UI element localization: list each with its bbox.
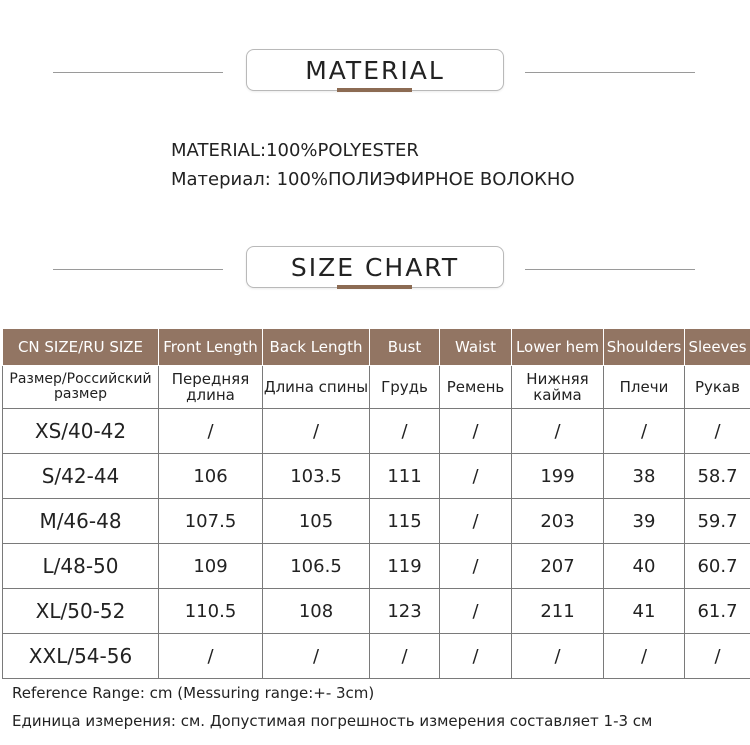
table-cell: / <box>512 634 604 679</box>
size-cell: XL/50-52 <box>3 589 159 634</box>
reference-note-en: Reference Range: cm (Messuring range:+- 3cm) <box>12 684 375 702</box>
header-ru-back-length: Длина спины <box>263 366 370 409</box>
table-row <box>3 499 750 544</box>
table-cell: 41 <box>604 589 685 634</box>
size-chart-table <box>2 328 750 679</box>
header-ru-sleeves: Рукав <box>685 366 750 409</box>
table-cell: 103.5 <box>263 454 370 499</box>
table-cell: 59.7 <box>685 499 750 544</box>
table-cell: 58.7 <box>685 454 750 499</box>
table-cell: / <box>159 409 263 454</box>
table-row <box>3 544 750 589</box>
table-cell: / <box>263 409 370 454</box>
material-line-ru: Материал: 100%ПОЛИЭФИРНОЕ ВОЛОКНО <box>171 169 575 190</box>
table-cell: 111 <box>370 454 440 499</box>
table-row <box>3 409 750 454</box>
table-cell: / <box>512 409 604 454</box>
header-ru-waist: Ремень <box>440 366 512 409</box>
table-cell: 119 <box>370 544 440 589</box>
table-cell: / <box>440 634 512 679</box>
table-row <box>3 454 750 499</box>
table-cell: 211 <box>512 589 604 634</box>
header-ru-size: Размер/Российский размер <box>3 366 159 409</box>
table-cell: / <box>263 634 370 679</box>
table-cell: / <box>440 499 512 544</box>
size-cell: M/46-48 <box>3 499 159 544</box>
size-chart-section-header <box>0 246 750 306</box>
reference-note-ru: Единица измерения: см. Допустимая погрешность измерения составляет 1-3 см <box>12 712 653 730</box>
header-front-length: Front Length <box>159 329 263 366</box>
header-ru-lower-hem: Нижняя кайма <box>512 366 604 409</box>
table-cell: / <box>685 409 750 454</box>
table-cell: 115 <box>370 499 440 544</box>
table-cell: / <box>440 454 512 499</box>
header-waist: Waist <box>440 329 512 366</box>
table-cell: / <box>440 589 512 634</box>
size-cell: S/42-44 <box>3 454 159 499</box>
header-row-ru <box>3 366 750 409</box>
table-cell: 60.7 <box>685 544 750 589</box>
divider-left <box>53 269 223 270</box>
table-cell: / <box>685 634 750 679</box>
table-cell: 61.7 <box>685 589 750 634</box>
table-cell: / <box>440 544 512 589</box>
table-cell: / <box>159 634 263 679</box>
size-cell: XXL/54-56 <box>3 634 159 679</box>
header-size: CN SIZE/RU SIZE <box>3 329 159 366</box>
title-underline <box>337 285 412 289</box>
header-sleeves: Sleeves <box>685 329 750 366</box>
table-cell: / <box>440 409 512 454</box>
table-cell: 106 <box>159 454 263 499</box>
table-row <box>3 634 750 679</box>
header-row-en <box>3 329 750 366</box>
title-underline <box>337 88 412 92</box>
table-cell: 123 <box>370 589 440 634</box>
divider-left <box>53 72 223 73</box>
table-cell: 40 <box>604 544 685 589</box>
table-cell: 38 <box>604 454 685 499</box>
size-chart-title: SIZE CHART <box>246 246 504 288</box>
divider-right <box>525 72 695 73</box>
table-cell: 203 <box>512 499 604 544</box>
table-cell: 199 <box>512 454 604 499</box>
table-cell: 107.5 <box>159 499 263 544</box>
table-cell: / <box>370 634 440 679</box>
header-ru-shoulders: Плечи <box>604 366 685 409</box>
divider-right <box>525 269 695 270</box>
material-section-header <box>0 49 750 109</box>
table-cell: 109 <box>159 544 263 589</box>
table-cell: 110.5 <box>159 589 263 634</box>
header-ru-front-length: Передняя длина <box>159 366 263 409</box>
table-row <box>3 589 750 634</box>
header-lower-hem: Lower hem <box>512 329 604 366</box>
table-cell: / <box>604 409 685 454</box>
table-cell: / <box>370 409 440 454</box>
material-title: MATERIAL <box>246 49 504 91</box>
header-shoulders: Shoulders <box>604 329 685 366</box>
table-cell: / <box>604 634 685 679</box>
table-cell: 39 <box>604 499 685 544</box>
table-cell: 105 <box>263 499 370 544</box>
table-cell: 207 <box>512 544 604 589</box>
header-ru-bust: Грудь <box>370 366 440 409</box>
header-bust: Bust <box>370 329 440 366</box>
size-cell: L/48-50 <box>3 544 159 589</box>
size-cell: XS/40-42 <box>3 409 159 454</box>
table-cell: 106.5 <box>263 544 370 589</box>
header-back-length: Back Length <box>263 329 370 366</box>
table-cell: 108 <box>263 589 370 634</box>
material-line-en: MATERIAL:100%POLYESTER <box>171 140 419 161</box>
